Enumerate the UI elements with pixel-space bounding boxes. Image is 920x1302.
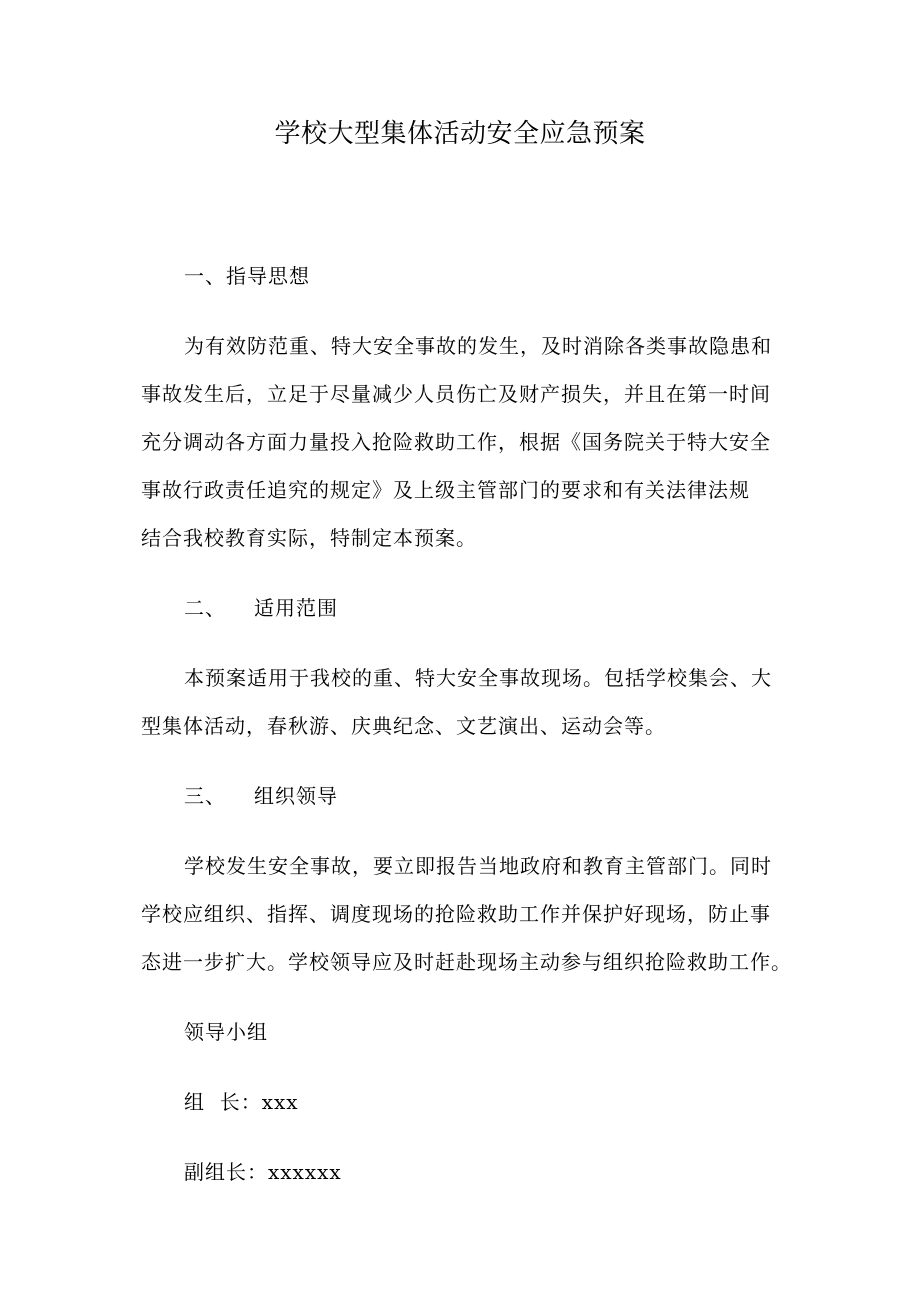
leader-line: 组 长：xxx: [184, 1090, 299, 1114]
section-heading-guiding-ideology: [184, 261, 310, 291]
section-title: 指导思想: [226, 264, 310, 288]
paragraph-line: 充分调动各方面力量投入抢险救助工作，根据《国务院关于特大安全: [141, 430, 771, 454]
paragraph-line: 学校应组织、指挥、调度现场的抢险救助工作并保护好现场，防止事: [141, 902, 771, 926]
section-heading-organization: [184, 781, 338, 811]
paragraph-line: 事故行政责任追究的规定》及上级主管部门的要求和有关法律法规: [141, 478, 750, 502]
leadership-heading: 领导小组: [184, 1020, 268, 1044]
paragraph-line: 结合我校教育实际，特制定本预案。: [141, 526, 477, 550]
document-title: 学校大型集体活动安全应急预案: [274, 119, 646, 149]
paragraph-line: 学校发生安全事故，要立即报告当地政府和教育主管部门。同时: [184, 854, 772, 878]
section-number: 二、: [184, 596, 226, 620]
paragraph-line: 态进一步扩大。学校领导应及时赶赴现场主动参与组织抢险救助工作。: [141, 950, 792, 974]
section-heading-scope: [184, 593, 338, 623]
paragraph-line: 为有效防范重、特大安全事故的发生，及时消除各类事故隐患和: [184, 334, 772, 358]
section-title: 组织领导: [254, 784, 338, 808]
paragraph-line: 事故发生后，立足于尽量减少人员伤亡及财产损失，并且在第一时间: [141, 382, 771, 406]
section-number: 一、: [184, 264, 226, 288]
paragraph-line: 型集体活动，春秋游、庆典纪念、文艺演出、运动会等。: [141, 714, 666, 738]
paragraph-line: 本预案适用于我校的重、特大安全事故现场。包括学校集会、大: [184, 666, 772, 690]
deputy-leader-line: 副组长：xxxxxx: [184, 1160, 342, 1184]
section-number: 三、: [184, 784, 226, 808]
section-title: 适用范围: [254, 596, 338, 620]
